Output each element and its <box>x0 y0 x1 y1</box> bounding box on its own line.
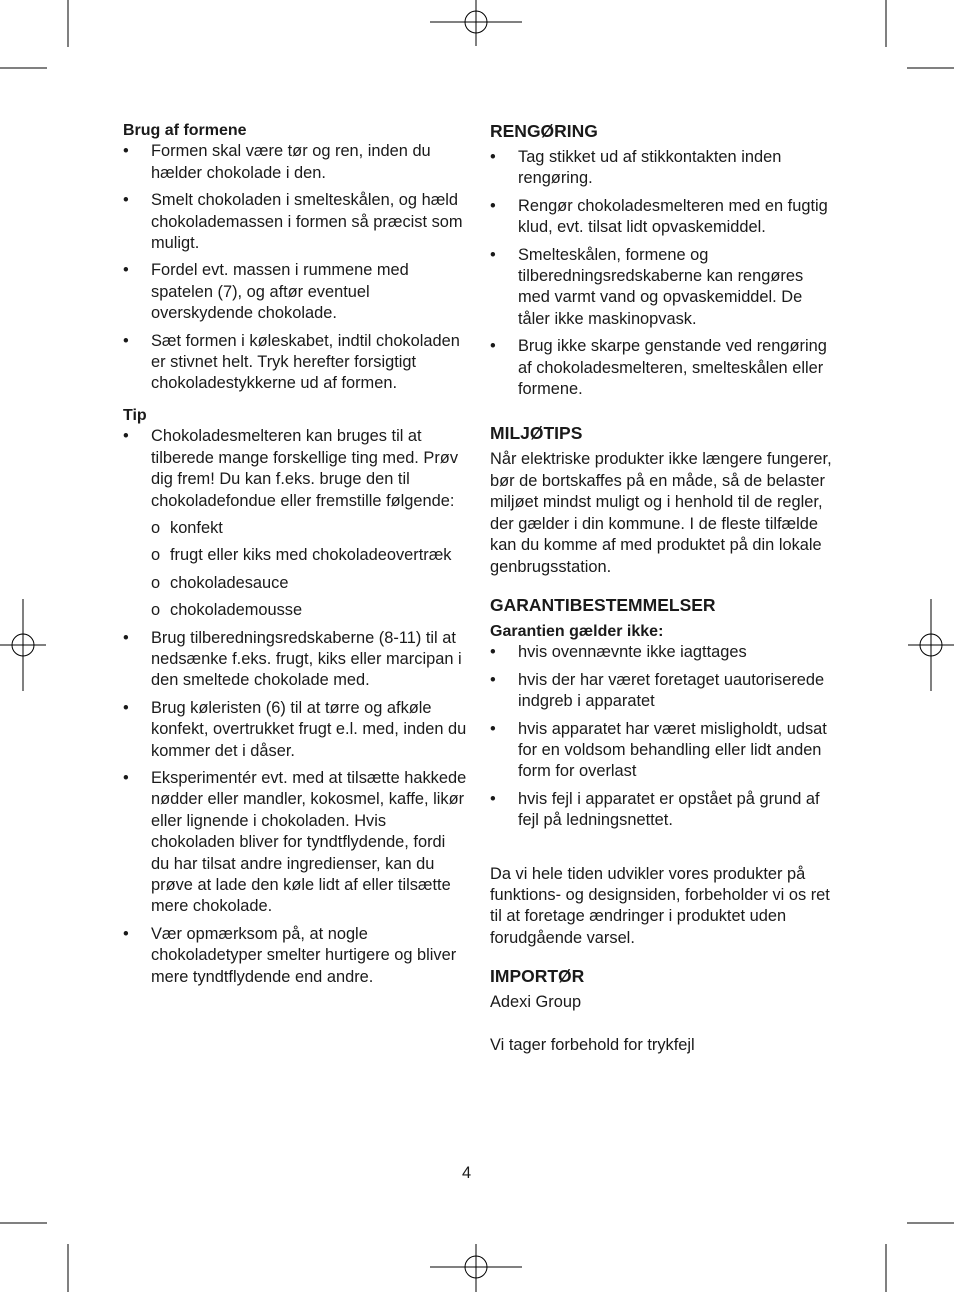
warranty-subtitle: Garantien gælder ikke: <box>490 622 664 640</box>
registration-mark-top <box>430 0 522 46</box>
section-title-tip: Tip <box>123 406 147 424</box>
importer-name: Adexi Group <box>490 993 582 1012</box>
list-item: • Eksperimentér evt. med at tilsætte hakkede nødder eller mandler, kokosmel, kaffe, likør eller lignende i chokoladen. Hvis chokoladen bliver for tyndtflydende, fordi du har tilsat andre ingredienser, kan du prøve at lade den køle lidt af eller tilsætte mere chokolade. <box>123 768 468 918</box>
list-item: • Smelt chokoladen i smelteskålen, og hæld chokolademassen i formen så præcist som muligt. <box>123 190 468 254</box>
list-item: • Brug køleristen (6) til at tørre og afkøle konfekt, overtrukket frugt e.l. med, inden du kommer det i dåser. <box>123 698 468 762</box>
sublist-item: o chokoladesauce <box>151 573 289 592</box>
list-item: • Formen skal være tør og ren, inden du hælder chokolade i den. <box>123 141 468 184</box>
tip-list <box>123 426 468 988</box>
disclaimer-text: Vi tager forbehold for trykfejl <box>490 1035 695 1054</box>
heading-warranty: GARANTIBESTEMMELSER <box>490 594 716 615</box>
forms-list <box>123 141 468 394</box>
sublist-item: o frugt eller kiks med chokoladeovertræk <box>151 546 452 565</box>
list-item: • Rengør chokoladesmelteren med en fugtig klud, evt. tilsat lidt opvaskemiddel. <box>490 196 835 239</box>
list-item: • hvis apparatet har været misligholdt, udsat for en voldsom behandling eller lidt anden form for overlast <box>490 719 835 783</box>
list-item: • Brug ikke skarpe genstande ved rengøring af chokoladesmelteren, smelteskålen eller formene. <box>490 336 835 400</box>
warranty-list <box>490 642 835 831</box>
sublist-item: o chokolademousse <box>151 601 303 620</box>
registration-mark-bottom <box>430 1244 522 1292</box>
list-item: • hvis der har været foretaget uautoriserede indgreb i apparatet <box>490 670 835 713</box>
left-column <box>123 120 468 994</box>
heading-environment: MILJØTIPS <box>490 423 583 444</box>
list-item: • Sæt formen i køleskabet, indtil chokoladen er stivnet helt. Tryk herefter forsigtigt chokoladestykkerne ud af formen. <box>123 331 468 395</box>
heading-cleaning: RENGØRING <box>490 121 598 141</box>
list-item: • Fordel evt. massen i rummene med spatelen (7), og aftør eventuel overskydende chokolade. <box>123 260 468 324</box>
list-item: • Tag stikket ud af stikkontakten inden rengøring. <box>490 147 835 190</box>
tip-sublist <box>151 518 468 622</box>
registration-mark-left <box>0 599 46 691</box>
heading-importer: IMPORTØR <box>490 966 585 987</box>
right-column <box>490 120 835 1056</box>
cleaning-list <box>490 147 835 400</box>
warranty-text: Da vi hele tiden udvikler vores produkter på funktions- og designsiden, forbeholder vi os ret til at foretage ændringer i produktet uden forudgående varsel. <box>490 864 830 947</box>
list-item: • Brug tilberedningsredskaberne (8-11) til at nedsænke f.eks. frugt, kiks eller marcipan i den smeltede chokolade med. <box>123 628 468 692</box>
list-item: • Smelteskålen, formene og tilberedningsredskaberne kan rengøres med varmt vand og opvaskemiddel. De tåler ikke maskinopvask. <box>490 245 835 331</box>
list-item <box>123 426 468 621</box>
tip-intro-text: Chokoladesmelteren kan bruges til at tilberede mange forskellige ting med. Prøv dig frem! Du kan f.eks. bruge den til chokoladefondue eller fremstille følgende: <box>151 427 459 510</box>
registration-mark-right <box>908 599 954 691</box>
list-item: • Vær opmærksom på, at nogle chokoladetyper smelter hurtigere og bliver mere tyndtflydende end andre. <box>123 924 468 988</box>
sublist-item: o konfekt <box>151 518 223 537</box>
environment-text: Når elektriske produkter ikke længere fungerer, bør de bortskaffes på en måde, så de belaster miljøet mindst muligt og i henhold til de regler, der gælder i din kommune. I de fleste tilfælde kan du komme af med produktet på din lokale genbrugsstation. <box>490 450 832 576</box>
list-item: • hvis ovennævnte ikke iagttages <box>490 642 835 663</box>
list-item: • hvis fejl i apparatet er opstået på grund af fejl på ledningsnettet. <box>490 789 835 832</box>
page-number: 4 <box>462 1164 472 1182</box>
section-title-forms: Brug af formene <box>123 122 247 139</box>
